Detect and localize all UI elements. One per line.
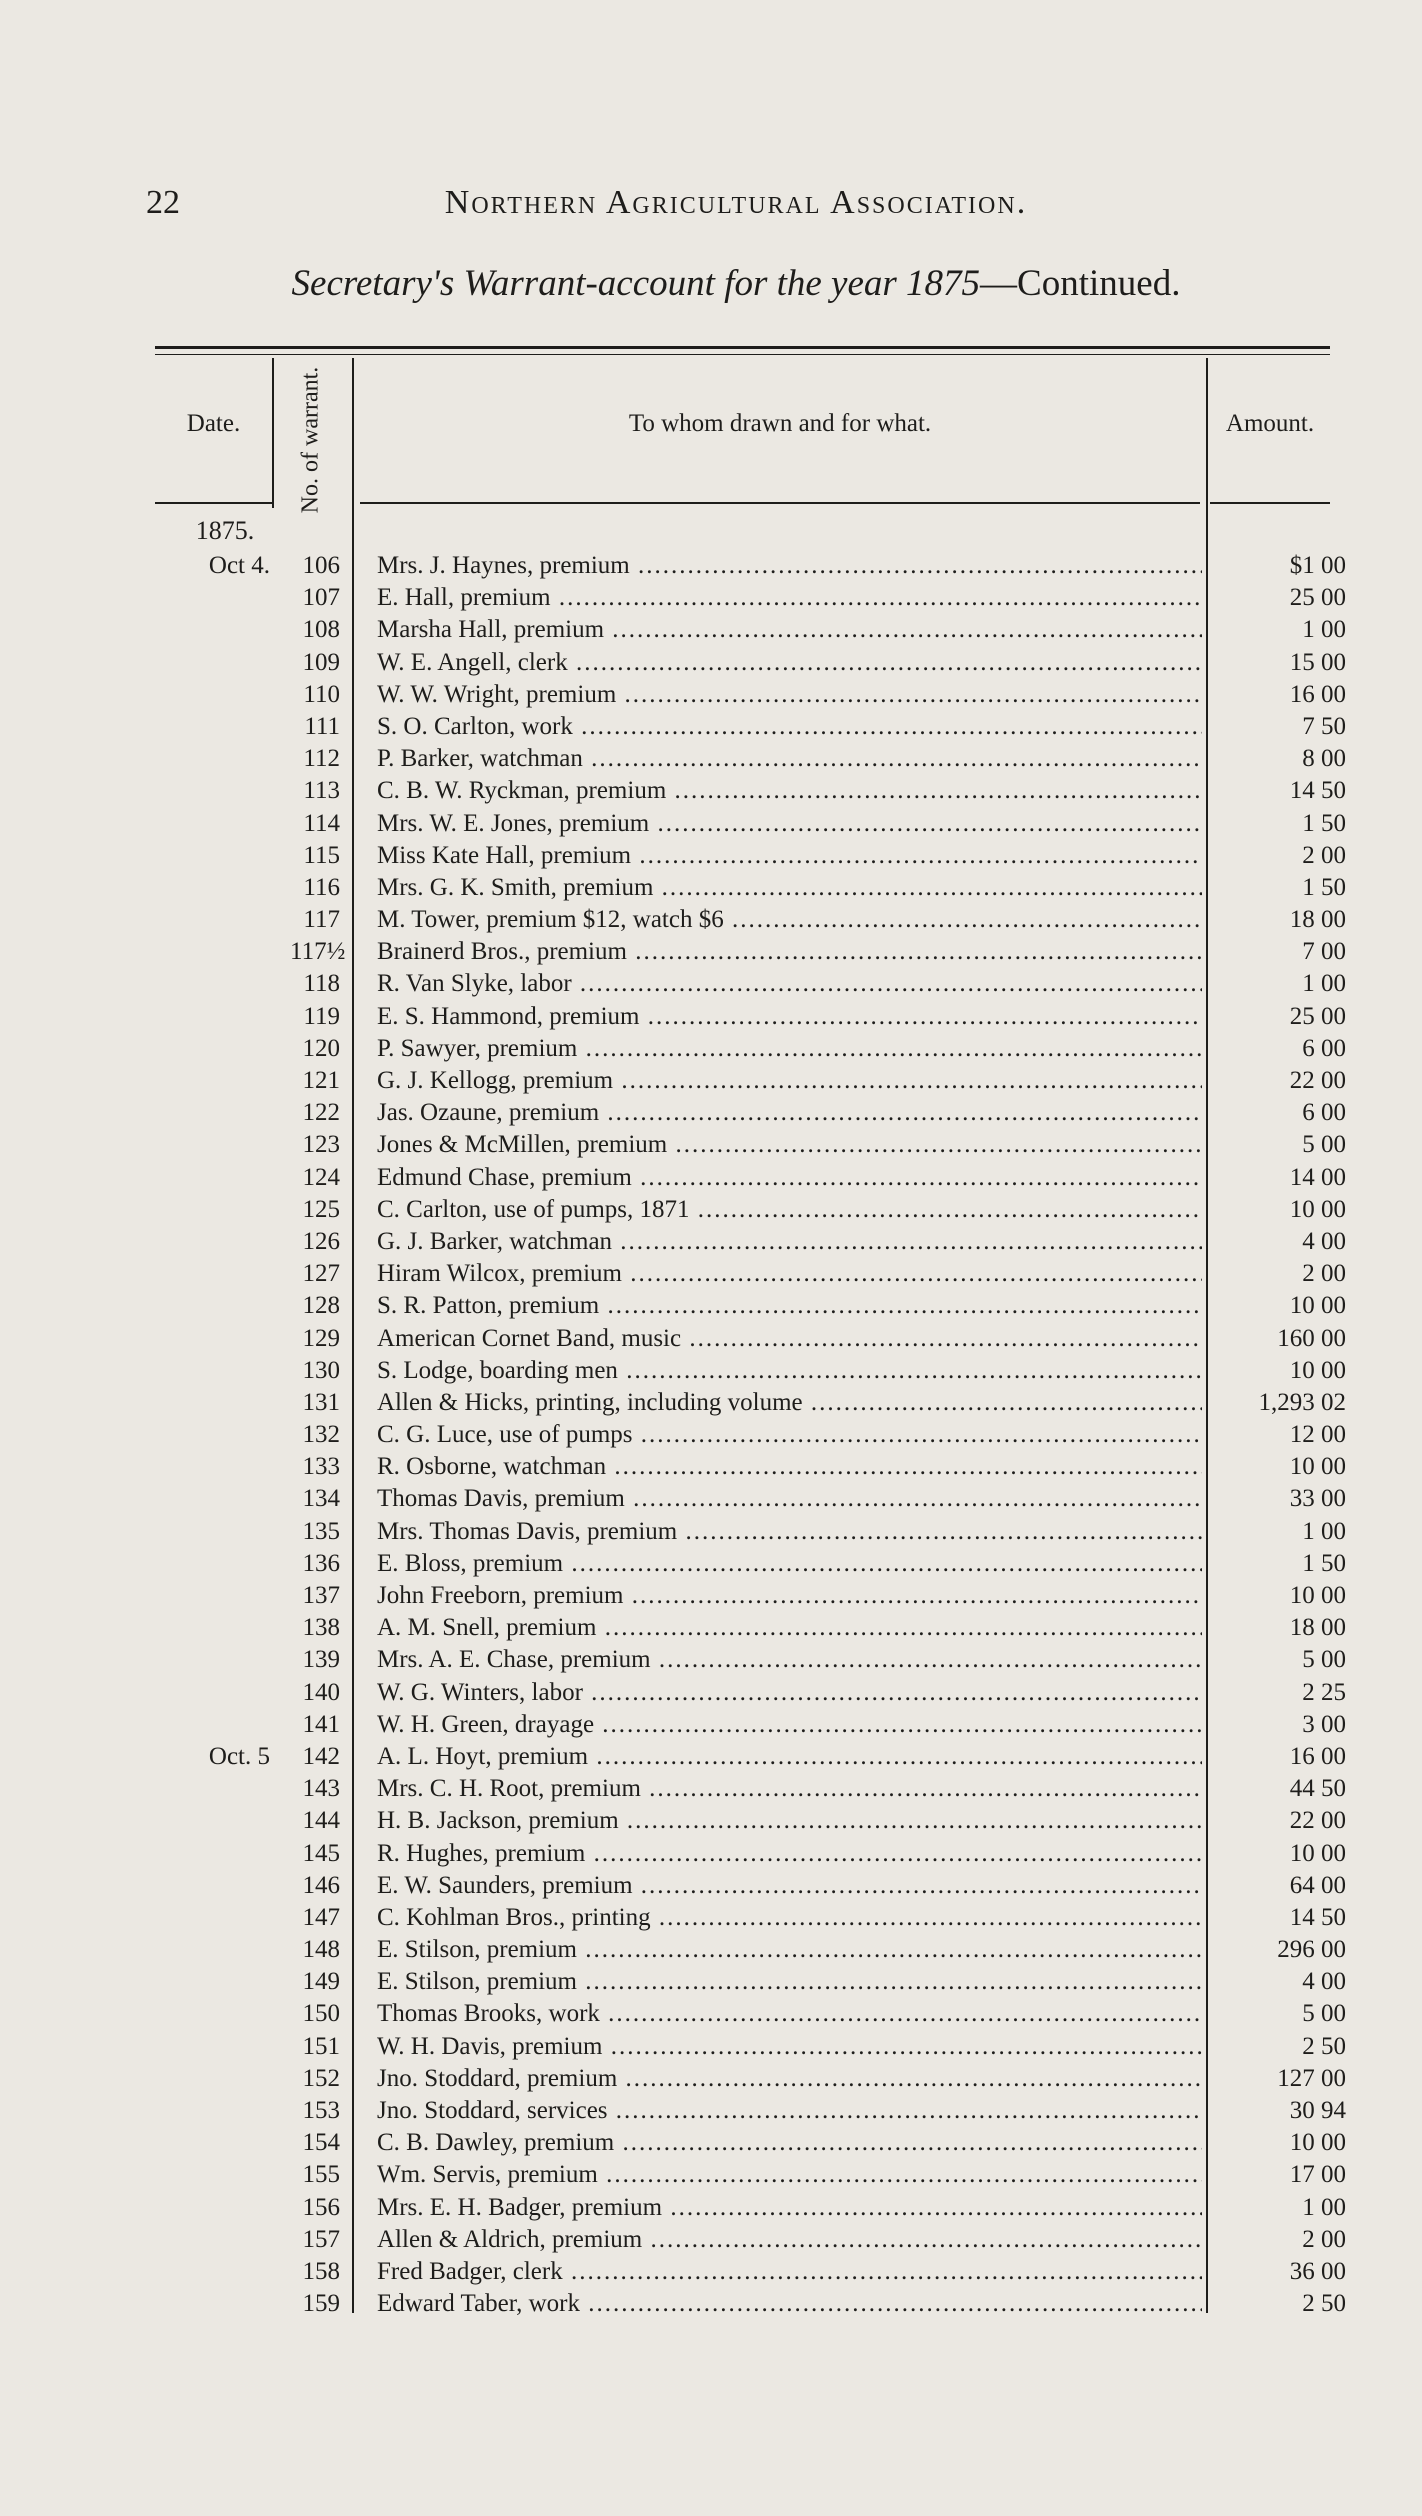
table-row [0,1580,1422,1612]
warrant-number: 142 [302,1742,340,1770]
column-header-amount: Amount. [1225,410,1315,437]
table-row [0,2256,1422,2288]
table-row [0,1419,1422,1451]
warrant-description: Marsha Hall, premium ..... [377,614,1202,646]
warrant-amount: 10 00 [1289,2129,1346,2157]
table-row [0,1805,1422,1837]
warrant-number: 120 [302,1034,340,1062]
warrant-description: Allen & Hicks, printing, including volume ..... [377,1387,1202,1419]
warrant-amount: 6 00 [1302,1099,1346,1127]
warrant-amount: 16 00 [1289,680,1346,708]
warrant-description: A. L. Hoyt, premium ..... [377,1741,1202,1773]
warrant-amount: 296 00 [1277,1936,1346,1964]
table-row [0,743,1422,775]
table-row [0,2224,1422,2256]
warrant-description: S. R. Patton, premium ..... [377,1290,1202,1322]
warrant-description: Jas. Ozaune, premium ..... [377,1097,1202,1129]
warrant-amount: 2 00 [1302,841,1346,869]
warrant-number: 119 [303,1002,340,1030]
table-row [0,582,1422,614]
warrant-description: R. Hughes, premium ..... [377,1838,1202,1870]
warrant-description: W. W. Wright, premium ..... [377,679,1202,711]
warrant-amount: 127 00 [1277,2064,1346,2092]
warrant-description: H. B. Jackson, premium ..... [377,1805,1202,1837]
warrant-number: 113 [303,777,340,805]
warrant-amount: 1 00 [1302,970,1346,998]
warrant-description: P. Sawyer, premium ..... [377,1033,1202,1065]
warrant-number: 152 [302,2064,340,2092]
table-row [0,1258,1422,1290]
warrant-description: E. W. Saunders, premium ..... [377,1870,1202,1902]
warrant-number: 145 [302,1839,340,1867]
warrant-amount: 1 00 [1302,1517,1346,1545]
table-row [0,647,1422,679]
warrant-number: 131 [302,1388,340,1416]
warrant-amount: 10 00 [1289,1839,1346,1867]
table-title-italic: Secretary's Warrant-account for the year 1875 [291,263,981,304]
warrant-description: S. O. Carlton, work ..... [377,711,1202,743]
column-header-date: Date. [186,410,241,437]
warrant-number: 137 [302,1582,340,1609]
warrant-amount: 44 50 [1289,1775,1346,1803]
warrant-number: 117½ [290,938,346,966]
warrant-number: 153 [302,2097,340,2124]
table-row [0,1677,1422,1709]
table-row [0,1741,1422,1773]
warrant-number: 110 [303,680,340,708]
warrant-amount: 4 00 [1302,1227,1346,1255]
warrant-number: 148 [302,1936,340,1964]
warrant-amount: 30 94 [1289,2097,1346,2124]
warrant-description: Mrs. Thomas Davis, premium ..... [377,1516,1202,1548]
warrant-number: 122 [302,1099,340,1127]
warrant-description: Jno. Stoddard, premium ..... [377,2063,1202,2095]
warrant-number: 156 [302,2193,340,2221]
warrant-description: C. B. Dawley, premium ..... [377,2127,1202,2159]
warrant-amount: 8 00 [1302,745,1346,773]
table-row [0,1773,1422,1805]
warrant-amount: 2 50 [1302,2032,1346,2060]
warrant-description: Edward Taber, work ..... [377,2288,1202,2320]
warrant-description: W. G. Winters, labor ..... [377,1677,1202,1709]
page-header [146,184,1326,224]
warrant-description: Mrs. E. H. Badger, premium ..... [377,2192,1202,2224]
warrant-description: Wm. Servis, premium ..... [377,2159,1202,2191]
warrant-description: Mrs. C. H. Root, premium ..... [377,1773,1202,1805]
warrant-number: 155 [302,2161,340,2189]
warrant-amount: 14 50 [1289,777,1346,805]
warrant-description: G. J. Kellogg, premium ..... [377,1065,1202,1097]
warrant-amount: 2 50 [1302,2290,1346,2318]
warrant-amount: 4 00 [1302,1968,1346,1996]
page-number: 22 [146,184,180,221]
warrant-description: E. Hall, premium ..... [377,582,1202,614]
table-row [0,1644,1422,1676]
warrant-description: C. Carlton, use of pumps, 1871 ..... [377,1194,1202,1226]
warrant-description: Mrs. J. Haynes, premium ..... [377,550,1202,582]
table-row [0,1097,1422,1129]
warrant-amount: 16 00 [1289,1742,1346,1770]
warrant-amount: 5 00 [1302,2000,1346,2028]
table-row [0,1355,1422,1387]
table-row [0,968,1422,1000]
warrant-number: 140 [302,1678,340,1706]
table-row [0,1194,1422,1226]
warrant-description: R. Osborne, watchman ..... [377,1451,1202,1483]
warrant-description: Jno. Stoddard, services ..... [377,2095,1202,2127]
warrant-number: 118 [303,970,340,998]
warrant-amount: 25 00 [1289,584,1346,612]
warrant-number: 144 [302,1807,340,1835]
warrant-number: 143 [302,1775,340,1803]
warrant-description: American Cornet Band, music ..... [377,1323,1202,1355]
table-row [0,2159,1422,2191]
table-row [0,2031,1422,2063]
table-row [0,1966,1422,1998]
table-top-rule [155,346,1330,349]
warrant-number: 107 [302,584,340,612]
table-title [146,262,1326,305]
warrant-description: Jones & McMillen, premium ..... [377,1129,1202,1161]
warrant-amount: 10 00 [1289,1356,1346,1384]
table-row [0,1323,1422,1355]
warrant-amount: 160 00 [1277,1324,1346,1352]
table-row [0,550,1422,582]
warrant-amount: 1 00 [1302,616,1346,644]
warrant-description: G. J. Barker, watchman ..... [377,1226,1202,1258]
table-row [0,775,1422,807]
warrant-number: 139 [302,1646,340,1674]
warrant-amount: 5 00 [1302,1646,1346,1674]
table-row [0,2192,1422,2224]
warrant-amount: 1 00 [1302,2193,1346,2221]
warrant-description: Fred Badger, clerk ..... [377,2256,1202,2288]
warrant-amount: 5 00 [1302,1131,1346,1159]
row-date: Oct. 5 [208,1742,270,1770]
warrant-number: 117 [303,906,340,934]
warrant-number: 138 [302,1614,340,1642]
warrant-description: Thomas Davis, premium ..... [377,1483,1202,1515]
warrant-number: 154 [302,2129,340,2157]
warrant-amount: 14 50 [1289,1903,1346,1931]
warrant-description: Thomas Brooks, work ..... [377,1998,1202,2030]
warrant-description: W. H. Green, drayage ..... [377,1709,1202,1741]
table-row [0,1998,1422,2030]
warrant-description: E. Stilson, premium ..... [377,1966,1202,1998]
table-row [0,1162,1422,1194]
warrant-number: 127 [302,1260,340,1288]
warrant-amount: 22 00 [1289,1067,1346,1094]
warrant-number: 116 [303,873,340,901]
warrant-description: Mrs. A. E. Chase, premium ..... [377,1644,1202,1676]
table-row [0,1870,1422,1902]
warrant-number: 130 [302,1356,340,1384]
warrant-description: Miss Kate Hall, premium ..... [377,840,1202,872]
warrant-description: P. Barker, watchman ..... [377,743,1202,775]
warrant-description: S. Lodge, boarding men ..... [377,1355,1202,1387]
table-row [0,1001,1422,1033]
table-row [0,1548,1422,1580]
warrant-amount: 10 00 [1289,1195,1346,1223]
table-row [0,1129,1422,1161]
warrant-amount: 33 00 [1289,1485,1346,1513]
warrant-amount: 10 00 [1289,1453,1346,1481]
warrant-amount: 6 00 [1302,1034,1346,1062]
table-top-rule-thin [155,354,1330,355]
warrant-amount: $1 00 [1289,552,1346,579]
warrant-number: 115 [303,841,340,869]
warrant-description: A. M. Snell, premium ..... [377,1612,1202,1644]
warrant-description: C. G. Luce, use of pumps ..... [377,1419,1202,1451]
table-row [0,1902,1422,1934]
table-title-continued: —Continued. [980,263,1181,304]
warrant-amount: 64 00 [1289,1871,1346,1899]
warrant-number: 134 [302,1485,340,1513]
warrant-number: 112 [303,745,340,773]
warrant-number: 111 [304,712,340,740]
warrant-number: 114 [303,809,340,837]
table-row [0,1065,1422,1097]
table-row [0,1838,1422,1870]
table-row [0,1516,1422,1548]
warrant-amount: 12 00 [1289,1421,1346,1449]
table-row [0,2095,1422,2127]
warrant-number: 126 [302,1227,340,1255]
warrant-number: 133 [302,1453,340,1481]
warrant-number: 157 [302,2225,340,2253]
warrant-amount: 18 00 [1289,906,1346,934]
warrant-description: R. Van Slyke, labor ..... [377,968,1202,1000]
warrant-number: 129 [302,1324,340,1352]
warrant-description: Hiram Wilcox, premium ..... [377,1258,1202,1290]
warrant-description: E. S. Hammond, premium ..... [377,1001,1202,1033]
warrant-amount: 3 00 [1302,1710,1346,1738]
warrant-amount: 25 00 [1289,1002,1346,1030]
table-row [0,904,1422,936]
warrant-amount: 22 00 [1289,1807,1346,1835]
warrant-number: 135 [302,1517,340,1545]
table-row [0,808,1422,840]
warrant-number: 109 [302,648,340,676]
header-underline-date [155,502,272,504]
warrant-description: Mrs. G. K. Smith, premium ..... [377,872,1202,904]
warrant-number: 123 [302,1131,340,1159]
table-row [0,1226,1422,1258]
table-row [0,1033,1422,1065]
warrant-amount: 1 50 [1302,873,1346,901]
warrant-number: 147 [302,1903,340,1931]
warrant-description: Brainerd Bros., premium ..... [377,936,1202,968]
warrant-number: 124 [302,1163,340,1191]
row-date: Oct 4. [208,552,270,579]
warrant-amount: 7 50 [1302,712,1346,740]
warrant-description: E. Bloss, premium ..... [377,1548,1202,1580]
table-row [0,614,1422,646]
header-underline-description [360,502,1200,504]
table-row [0,1612,1422,1644]
warrant-number: 141 [302,1710,340,1738]
warrant-table-body [0,550,1422,2320]
table-row [0,711,1422,743]
warrant-number: 159 [302,2290,340,2318]
warrant-amount: 1 50 [1302,1549,1346,1577]
warrant-number: 108 [302,616,340,644]
warrant-amount: 1 50 [1302,809,1346,837]
warrant-number: 136 [302,1549,340,1577]
table-row [0,1483,1422,1515]
warrant-amount: 1,293 02 [1258,1388,1346,1416]
warrant-description: W. H. Davis, premium ..... [377,2031,1202,2063]
running-title: Northern Agricultural Association. [444,184,1028,221]
table-row [0,1709,1422,1741]
table-row [0,1451,1422,1483]
warrant-number: 158 [302,2257,340,2285]
warrant-number: 151 [302,2032,340,2060]
warrant-amount: 36 00 [1289,2257,1346,2285]
warrant-description: E. Stilson, premium ..... [377,1934,1202,1966]
table-row [0,2127,1422,2159]
column-header-description: To whom drawn and for what. [628,410,932,437]
warrant-amount: 2 00 [1302,1260,1346,1288]
warrant-description: M. Tower, premium $12, watch $6 ..... [377,904,1202,936]
table-row [0,1290,1422,1322]
warrant-amount: 17 00 [1289,2161,1346,2189]
column-header-warrant: No. of warrant. [297,366,323,514]
warrant-amount: 15 00 [1289,648,1346,676]
warrant-amount: 10 00 [1289,1292,1346,1320]
warrant-description: C. B. W. Ryckman, premium ..... [377,775,1202,807]
warrant-amount: 10 00 [1289,1582,1346,1609]
warrant-amount: 7 00 [1302,938,1346,966]
warrant-number: 132 [302,1421,340,1449]
warrant-amount: 14 00 [1289,1163,1346,1191]
warrant-description: C. Kohlman Bros., printing ..... [377,1902,1202,1934]
warrant-number: 146 [302,1871,340,1899]
table-row [0,1934,1422,1966]
warrant-number: 125 [302,1195,340,1223]
warrant-number: 121 [302,1067,340,1094]
table-row [0,2288,1422,2320]
table-row [0,872,1422,904]
warrant-amount: 18 00 [1289,1614,1346,1642]
warrant-description: Edmund Chase, premium ..... [377,1162,1202,1194]
year-label: 1875. [195,516,255,545]
warrant-amount: 2 25 [1302,1678,1346,1706]
table-row [0,679,1422,711]
warrant-description: Allen & Aldrich, premium ..... [377,2224,1202,2256]
table-row [0,1387,1422,1419]
warrant-number: 150 [302,2000,340,2028]
header-underline-amount [1210,502,1330,504]
warrant-number: 149 [302,1968,340,1996]
table-row [0,936,1422,968]
warrant-number: 128 [302,1292,340,1320]
warrant-amount: 2 00 [1302,2225,1346,2253]
warrant-number: 106 [302,552,340,579]
table-row [0,2063,1422,2095]
table-row [0,840,1422,872]
warrant-description: W. E. Angell, clerk ..... [377,647,1202,679]
warrant-description: Mrs. W. E. Jones, premium ..... [377,808,1202,840]
warrant-description: John Freeborn, premium ..... [377,1580,1202,1612]
